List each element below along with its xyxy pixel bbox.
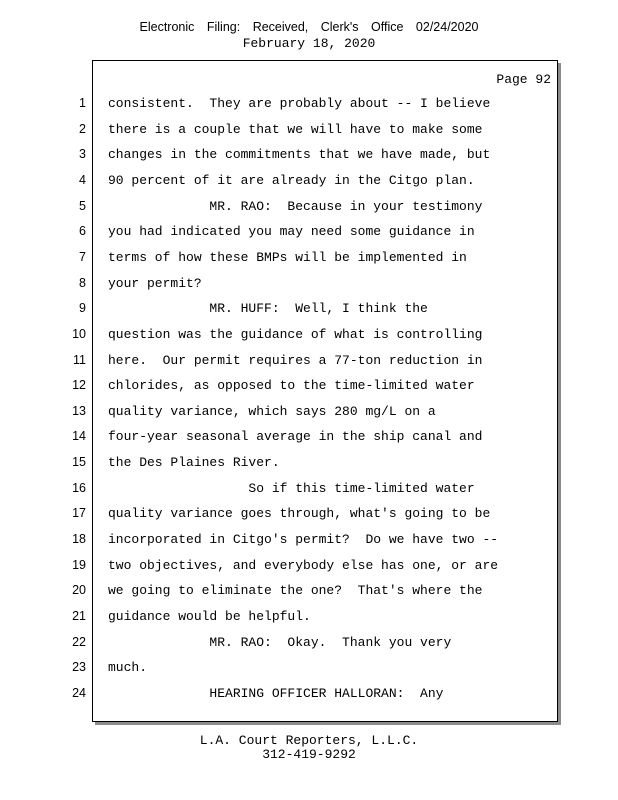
line-number: 1: [79, 96, 86, 110]
line-text: MR. HUFF: Well, I think the: [108, 301, 428, 317]
line-number: 2: [79, 121, 86, 136]
line-number: 9: [79, 301, 86, 316]
line-number: 7: [79, 249, 86, 264]
transcript-date: February 18, 2020: [242, 36, 376, 51]
line-number: 5: [79, 198, 86, 213]
page-number: Page 92: [496, 72, 551, 87]
line-text: the Des Plaines River.: [108, 455, 280, 471]
filing-stamp: Electronic Filing: Received, Clerk's Office 02/24/2020: [139, 20, 479, 34]
line-text: your permit?: [108, 275, 202, 291]
line-number: 14: [72, 429, 86, 444]
line-text: incorporated in Citgo's permit? Do we have two --: [108, 532, 499, 548]
line-number: 18: [72, 532, 86, 547]
line-text: you had indicated you may need some guidance in: [108, 224, 475, 240]
line-number: 20: [72, 583, 86, 598]
reporter-phone: 312-419-9292: [262, 747, 356, 762]
line-number: 16: [72, 480, 86, 495]
line-number: 10: [72, 326, 86, 341]
reporter-company: L.A. Court Reporters, L.L.C.: [199, 733, 419, 748]
line-text: 90 percent of it are already in the Citgo plan.: [108, 172, 475, 188]
line-number: 17: [72, 506, 86, 521]
line-number: 22: [72, 634, 86, 649]
line-text: we going to eliminate the one? That's where the: [108, 583, 483, 599]
line-text: guidance would be helpful.: [108, 609, 311, 624]
line-number: 24: [72, 685, 86, 700]
line-text: four-year seasonal average in the ship canal and: [108, 429, 483, 445]
line-text: here. Our permit requires a 77-ton reduction in: [108, 352, 483, 368]
line-text: terms of how these BMPs will be implemented in: [108, 249, 467, 265]
line-text: HEARING OFFICER HALLORAN: Any: [108, 685, 444, 701]
line-text: MR. RAO: Because in your testimony: [108, 198, 483, 214]
line-text: MR. RAO: Okay. Thank you very: [108, 634, 452, 650]
line-text: two objectives, and everybody else has one, or are: [108, 557, 499, 573]
line-number: 12: [72, 378, 86, 393]
line-text: changes in the commitments that we have made, but: [108, 147, 491, 163]
line-number: 4: [79, 172, 86, 187]
line-number: 11: [73, 352, 86, 367]
line-text: much.: [108, 660, 148, 676]
line-text: quality variance, which says 280 mg/L on a: [108, 403, 436, 419]
line-number: 15: [72, 455, 86, 470]
line-number: 19: [72, 557, 86, 572]
line-text: So if this time-limited water: [108, 480, 475, 496]
line-number: 21: [72, 609, 86, 623]
line-text: quality variance goes through, what's going to be: [108, 506, 491, 522]
line-number: 3: [79, 147, 86, 162]
line-text: consistent. They are probably about -- I believe: [108, 96, 491, 111]
line-text: there is a couple that we will have to make some: [108, 121, 483, 137]
line-number: 23: [72, 660, 86, 675]
line-number: 13: [72, 403, 86, 418]
line-number: 6: [79, 224, 86, 239]
line-text: chlorides, as opposed to the time-limited water: [108, 378, 475, 394]
line-text: question was the guidance of what is controlling: [108, 326, 483, 342]
line-number: 8: [79, 275, 86, 290]
